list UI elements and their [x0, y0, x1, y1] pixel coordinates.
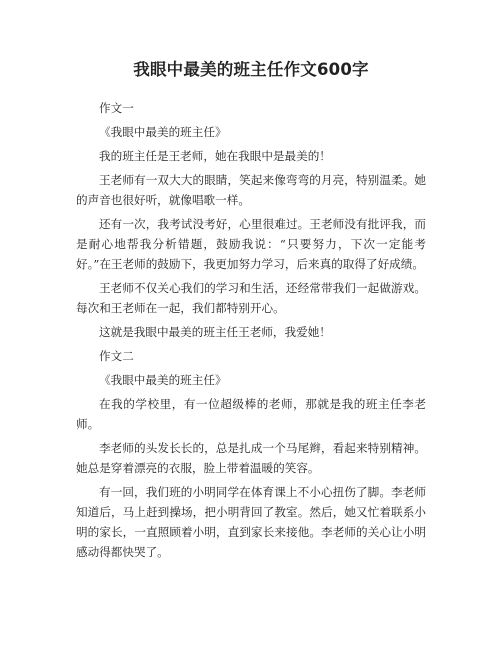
essay-label-1: 作文一 [99, 101, 134, 115]
essay-title-2: 《我眼中最美的班主任》 [99, 373, 227, 387]
document-title: 我眼中最美的班主任作文600字 [133, 60, 369, 79]
essay-title-1: 《我眼中最美的班主任》 [99, 125, 227, 139]
document-page [76, 58, 426, 566]
paragraph: 王老师不仅关心我们的学习和生活，还经常带我们一起做游戏。每次和王老师在一起，我们都特别开心。 [76, 281, 426, 315]
paragraph: 还有一次，我考试没考好，心里很难过。王老师没有批评我，而是耐心地帮我分析错题，鼓励我说：“只要努力，下次一定能考好。”在王老师的鼓励下，我更加努力学习，后来真的取得了好成绩。 [76, 217, 426, 271]
paragraph: 王老师有一双大大的眼睛，笑起来像弯弯的月亮，特别温柔。她的声音也很好听，就像唱歌一样。 [76, 173, 426, 207]
paragraph: 李老师的头发长长的，总是扎成一个马尾辫，看起来特别精神。她总是穿着漂亮的衣服，脸上带着温暖的笑容。 [76, 441, 426, 475]
paragraph: 在我的学校里，有一位超级棒的老师，那就是我的班主任李老师。 [76, 397, 426, 431]
paragraph: 这就是我眼中最美的班主任王老师，我爱她！ [99, 325, 331, 339]
essay-label-2: 作文二 [99, 349, 134, 363]
paragraph: 有一回，我们班的小明同学在体育课上不小心扭伤了脚。李老师知道后，马上赶到操场，把小明背回了教室。然后，她又忙着联系小明的家长，一直照顾着小明，直到家长来接他。李老师的关心让小明感动得都快哭了。 [76, 485, 426, 559]
paragraph: 我的班主任是王老师，她在我眼中是最美的！ [99, 149, 331, 163]
